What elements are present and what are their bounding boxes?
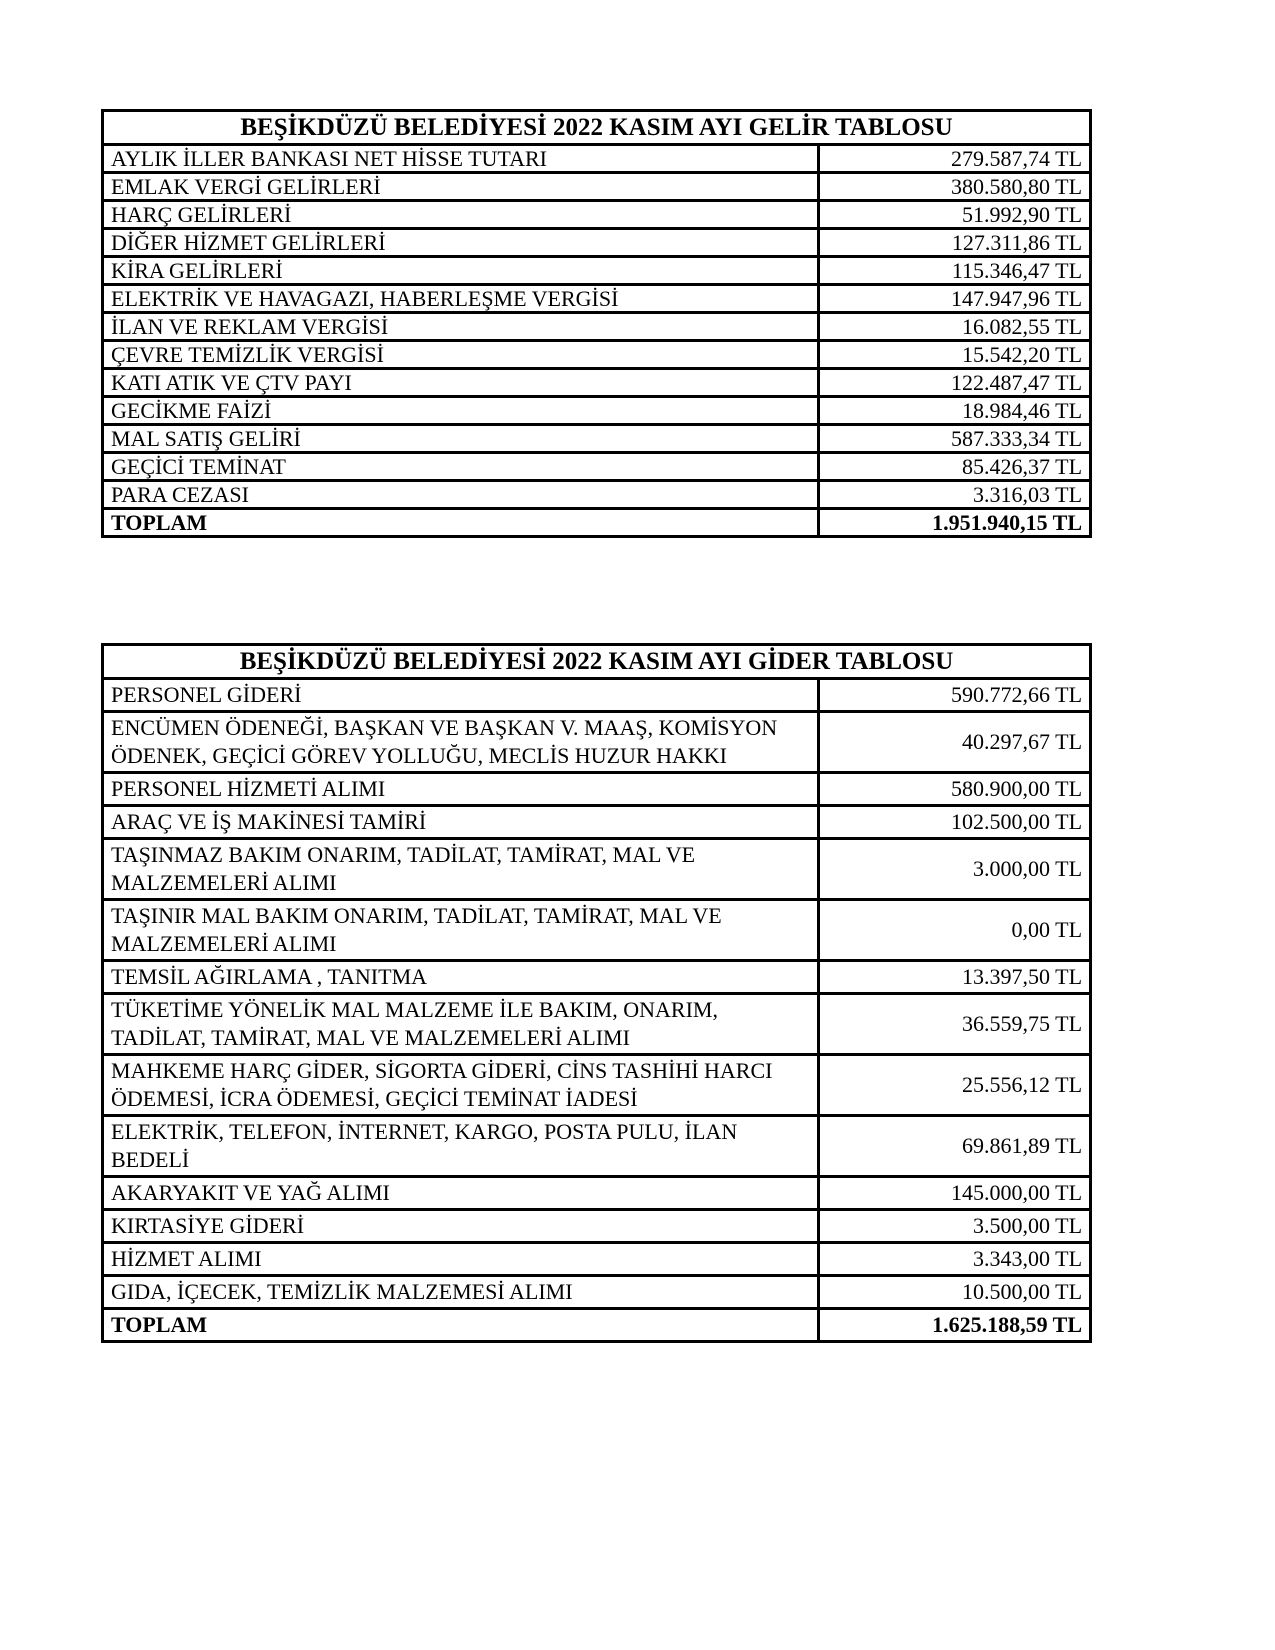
row-amount: 85.426,37 TL — [819, 453, 1091, 481]
row-label: AKARYAKIT VE YAĞ ALIMI — [103, 1177, 819, 1210]
row-amount: 69.861,89 TL — [819, 1116, 1091, 1177]
table-row — [103, 994, 1091, 1055]
row-label: DİĞER HİZMET GELİRLERİ — [103, 229, 819, 257]
row-label: KİRA GELİRLERİ — [103, 257, 819, 285]
table-row — [103, 481, 1091, 509]
row-label: TEMSİL AĞIRLAMA , TANITMA — [103, 961, 819, 994]
table-row — [103, 229, 1091, 257]
row-amount: 590.772,66 TL — [819, 679, 1091, 712]
row-amount: 115.346,47 TL — [819, 257, 1091, 285]
row-amount: 3.000,00 TL — [819, 839, 1091, 900]
table-row — [103, 712, 1091, 773]
row-amount: 40.297,67 TL — [819, 712, 1091, 773]
table-row — [103, 773, 1091, 806]
row-label: GECİKME FAİZİ — [103, 397, 819, 425]
row-label: GIDA, İÇECEK, TEMİZLİK MALZEMESİ ALIMI — [103, 1276, 819, 1309]
expense-total-row — [103, 1309, 1091, 1342]
row-amount: 102.500,00 TL — [819, 806, 1091, 839]
income-table-body — [103, 145, 1091, 537]
row-label: HİZMET ALIMI — [103, 1243, 819, 1276]
table-row — [103, 397, 1091, 425]
total-label: TOPLAM — [103, 1309, 819, 1342]
table-row — [103, 679, 1091, 712]
table-row — [103, 1116, 1091, 1177]
table-row — [103, 425, 1091, 453]
table-row — [103, 173, 1091, 201]
row-label: TÜKETİME YÖNELİK MAL MALZEME İLE BAKIM, ONARIM, TADİLAT, TAMİRAT, MAL VE MALZEMELERİ ALIMI — [103, 994, 819, 1055]
table-row — [103, 369, 1091, 397]
row-amount: 3.500,00 TL — [819, 1210, 1091, 1243]
table-row — [103, 900, 1091, 961]
table-row — [103, 1210, 1091, 1243]
table-row — [103, 341, 1091, 369]
row-label: ELEKTRİK, TELEFON, İNTERNET, KARGO, POSTA PULU, İLAN BEDELİ — [103, 1116, 819, 1177]
row-label: ARAÇ VE İŞ MAKİNESİ TAMİRİ — [103, 806, 819, 839]
row-amount: 3.343,00 TL — [819, 1243, 1091, 1276]
row-label: ENCÜMEN ÖDENEĞİ, BAŞKAN VE BAŞKAN V. MAAŞ, KOMİSYON ÖDENEK, GEÇİCİ GÖREV YOLLUĞU, MECLİS HUZUR HAKKI — [103, 712, 819, 773]
table-row — [103, 201, 1091, 229]
row-amount: 122.487,47 TL — [819, 369, 1091, 397]
table-row — [103, 313, 1091, 341]
row-label: GEÇİCİ TEMİNAT — [103, 453, 819, 481]
row-amount: 0,00 TL — [819, 900, 1091, 961]
row-label: PARA CEZASI — [103, 481, 819, 509]
table-row — [103, 285, 1091, 313]
row-label: KIRTASİYE GİDERİ — [103, 1210, 819, 1243]
row-amount: 36.559,75 TL — [819, 994, 1091, 1055]
row-label: TAŞINMAZ BAKIM ONARIM, TADİLAT, TAMİRAT, MAL VE MALZEMELERİ ALIMI — [103, 839, 819, 900]
row-label: PERSONEL GİDERİ — [103, 679, 819, 712]
expense-table — [101, 643, 1092, 1343]
income-table-title: BEŞİKDÜZÜ BELEDİYESİ 2022 KASIM AYI GELİR TABLOSU — [103, 111, 1091, 145]
row-amount: 16.082,55 TL — [819, 313, 1091, 341]
row-label: KATI ATIK VE ÇTV PAYI — [103, 369, 819, 397]
expense-table-title: BEŞİKDÜZÜ BELEDİYESİ 2022 KASIM AYI GİDER TABLOSU — [103, 645, 1091, 679]
expense-table-header — [103, 645, 1091, 679]
row-label: MAHKEME HARÇ GİDER, SİGORTA GİDERİ, CİNS TASHİHİ HARCI ÖDEMESİ, İCRA ÖDEMESİ, GEÇİCİ TEMİNAT İADESİ — [103, 1055, 819, 1116]
table-row — [103, 1243, 1091, 1276]
row-amount: 10.500,00 TL — [819, 1276, 1091, 1309]
income-table-header — [103, 111, 1091, 145]
row-amount: 279.587,74 TL — [819, 145, 1091, 173]
table-row — [103, 1276, 1091, 1309]
row-amount: 127.311,86 TL — [819, 229, 1091, 257]
table-row — [103, 961, 1091, 994]
row-amount: 13.397,50 TL — [819, 961, 1091, 994]
table-row — [103, 1177, 1091, 1210]
expense-table-body — [103, 679, 1091, 1342]
table-row — [103, 806, 1091, 839]
row-amount: 25.556,12 TL — [819, 1055, 1091, 1116]
row-label: ELEKTRİK VE HAVAGAZI, HABERLEŞME VERGİSİ — [103, 285, 819, 313]
row-amount: 18.984,46 TL — [819, 397, 1091, 425]
row-label: EMLAK VERGİ GELİRLERİ — [103, 173, 819, 201]
table-row — [103, 257, 1091, 285]
table-row — [103, 145, 1091, 173]
row-amount: 147.947,96 TL — [819, 285, 1091, 313]
total-label: TOPLAM — [103, 509, 819, 537]
table-row — [103, 839, 1091, 900]
row-label: HARÇ GELİRLERİ — [103, 201, 819, 229]
total-amount: 1.951.940,15 TL — [819, 509, 1091, 537]
row-label: ÇEVRE TEMİZLİK VERGİSİ — [103, 341, 819, 369]
row-amount: 3.316,03 TL — [819, 481, 1091, 509]
row-label: TAŞINIR MAL BAKIM ONARIM, TADİLAT, TAMİRAT, MAL VE MALZEMELERİ ALIMI — [103, 900, 819, 961]
row-amount: 51.992,90 TL — [819, 201, 1091, 229]
row-amount: 15.542,20 TL — [819, 341, 1091, 369]
income-total-row — [103, 509, 1091, 537]
total-amount: 1.625.188,59 TL — [819, 1309, 1091, 1342]
row-label: MAL SATIŞ GELİRİ — [103, 425, 819, 453]
row-amount: 380.580,80 TL — [819, 173, 1091, 201]
row-amount: 145.000,00 TL — [819, 1177, 1091, 1210]
row-label: İLAN VE REKLAM VERGİSİ — [103, 313, 819, 341]
row-label: AYLIK İLLER BANKASI NET HİSSE TUTARI — [103, 145, 819, 173]
row-label: PERSONEL HİZMETİ ALIMI — [103, 773, 819, 806]
table-row — [103, 453, 1091, 481]
row-amount: 587.333,34 TL — [819, 425, 1091, 453]
row-amount: 580.900,00 TL — [819, 773, 1091, 806]
income-table — [101, 109, 1092, 538]
table-row — [103, 1055, 1091, 1116]
